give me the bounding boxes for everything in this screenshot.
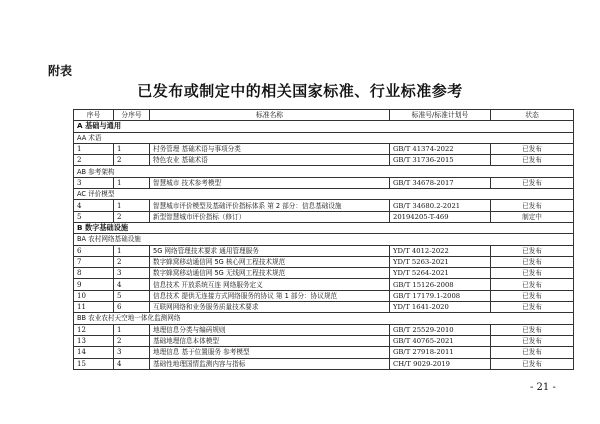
cell-status: 已发布 (491, 268, 574, 279)
cell-standard-code: GB/T 34678-2017 (390, 177, 491, 188)
cell-standard-code: GB/T 41374-2022 (390, 143, 491, 154)
cell-standard-code: 20194205-T-469 (390, 211, 491, 222)
cell-status: 制定中 (491, 211, 574, 222)
cell-standard-code: GB/T 17179.1-2008 (390, 290, 491, 301)
cell-status: 已发布 (491, 335, 574, 346)
cell-status: 已发布 (491, 347, 574, 358)
cell-standard-name: 信息技术 提供无连接方式网络服务的协议 第 1 部分：协议规范 (150, 290, 390, 301)
cell-seq: 7 (74, 256, 114, 267)
cell-status: 已发布 (491, 256, 574, 267)
cell-status: 已发布 (491, 200, 574, 211)
table-row (74, 155, 574, 166)
cell-subseq: 1 (114, 143, 150, 154)
cell-seq: 6 (74, 245, 114, 256)
table-row (74, 324, 574, 335)
subcategory-label: BB 农业农村天空地一体化监测网络 (74, 313, 574, 324)
cell-status: 已发布 (491, 358, 574, 369)
header-subseq: 分序号 (114, 110, 150, 121)
page-title: 已发布或制定中的相关国家标准、行业标准参考 (137, 82, 463, 100)
cell-standard-code: YD/T 5264-2021 (390, 268, 491, 279)
table-row (74, 256, 574, 267)
table-row (74, 358, 574, 369)
cell-subseq: 2 (114, 211, 150, 222)
table-row (74, 347, 574, 358)
cell-status: 已发布 (491, 324, 574, 335)
cell-status: 已发布 (491, 290, 574, 301)
cell-standard-name: 地理信息分类与编码规则 (150, 324, 390, 335)
page-number: - 21 - (530, 382, 556, 393)
cell-standard-code: GB/T 34680.2-2021 (390, 200, 491, 211)
cell-seq: 4 (74, 200, 114, 211)
cell-status: 已发布 (491, 302, 574, 313)
subcategory-label: AC 评价模型 (74, 189, 574, 200)
table-row (74, 279, 574, 290)
cell-seq: 14 (74, 347, 114, 358)
cell-subseq: 2 (114, 335, 150, 346)
cell-subseq: 4 (114, 358, 150, 369)
cell-seq: 9 (74, 279, 114, 290)
cell-subseq: 5 (114, 290, 150, 301)
header-code: 标准号/标准计划号 (390, 110, 491, 121)
cell-standard-code: GB/T 27918-2011 (390, 347, 491, 358)
cell-standard-code: GB/T 25529-2010 (390, 324, 491, 335)
table-row (74, 290, 574, 301)
standards-table (73, 109, 574, 370)
cell-status: 已发布 (491, 279, 574, 290)
subcategory-row (74, 132, 574, 143)
cell-seq: 5 (74, 211, 114, 222)
cell-seq: 2 (74, 155, 114, 166)
cell-subseq: 2 (114, 155, 150, 166)
cell-subseq: 6 (114, 302, 150, 313)
cell-status: 已发布 (491, 155, 574, 166)
cell-subseq: 2 (114, 256, 150, 267)
cell-subseq: 1 (114, 324, 150, 335)
table-row (74, 245, 574, 256)
cell-subseq: 1 (114, 200, 150, 211)
cell-subseq: 4 (114, 279, 150, 290)
cell-standard-name: 新型智慧城市评价指标（修订） (150, 211, 390, 222)
cell-standard-code: GB/T 40765-2021 (390, 335, 491, 346)
table-row (74, 200, 574, 211)
cell-status: 已发布 (491, 177, 574, 188)
cell-standard-name: 数字蜂窝移动通信网 5G 无线网工程技术规范 (150, 268, 390, 279)
table-row (74, 268, 574, 279)
cell-standard-name: 地理信息 基于位置服务 参考模型 (150, 347, 390, 358)
cell-standard-name: 数字蜂窝移动通信网 5G 核心网工程技术规范 (150, 256, 390, 267)
subcategory-row (74, 189, 574, 200)
category-row (74, 222, 574, 233)
category-row (74, 121, 574, 132)
subcategory-row (74, 313, 574, 324)
cell-seq: 15 (74, 358, 114, 369)
appendix-label: 附表 (48, 64, 73, 78)
cell-standard-name: 智慧城市评价模型及基础评价指标体系 第 2 部分：信息基础设施 (150, 200, 390, 211)
subcategory-row (74, 234, 574, 245)
category-label: A 基础与通用 (74, 121, 574, 132)
cell-seq: 1 (74, 143, 114, 154)
cell-subseq: 3 (114, 268, 150, 279)
table-row (74, 302, 574, 313)
cell-status: 已发布 (491, 245, 574, 256)
category-label: B 数字基础设施 (74, 222, 574, 233)
cell-seq: 8 (74, 268, 114, 279)
cell-standard-name: 智慧城市 技术参考模型 (150, 177, 390, 188)
table-row (74, 143, 574, 154)
cell-standard-name: 特色农业 基础术语 (150, 155, 390, 166)
cell-subseq: 1 (114, 245, 150, 256)
cell-standard-code: YD/T 4012-2022 (390, 245, 491, 256)
table-row (74, 335, 574, 346)
cell-standard-code: YD/T 1641-2020 (390, 302, 491, 313)
header-status: 状态 (491, 110, 574, 121)
table-body (74, 121, 574, 370)
cell-seq: 10 (74, 290, 114, 301)
cell-standard-name: 信息技术 开放系统互连 网络服务定义 (150, 279, 390, 290)
cell-subseq: 3 (114, 347, 150, 358)
cell-standard-code: GB/T 15126-2008 (390, 279, 491, 290)
cell-seq: 13 (74, 335, 114, 346)
cell-standard-name: 5G 网络管理技术要求 通用管理服务 (150, 245, 390, 256)
cell-standard-name: 基础地理信息本体模型 (150, 335, 390, 346)
table-row (74, 177, 574, 188)
subcategory-label: AA 术语 (74, 132, 574, 143)
header-seq: 序号 (74, 110, 114, 121)
cell-seq: 11 (74, 302, 114, 313)
cell-seq: 3 (74, 177, 114, 188)
cell-standard-name: 村务管理 基础术语与事项分类 (150, 143, 390, 154)
cell-standard-name: 基础性地理国情监测内容与指标 (150, 358, 390, 369)
cell-subseq: 1 (114, 177, 150, 188)
cell-standard-code: GB/T 31736-2015 (390, 155, 491, 166)
table-header-row (74, 110, 574, 121)
subcategory-row (74, 166, 574, 177)
header-name: 标准名称 (150, 110, 390, 121)
cell-standard-code: CH/T 9029-2019 (390, 358, 491, 369)
cell-standard-name: 互联网网络和业务服务质量技术要求 (150, 302, 390, 313)
cell-standard-code: YD/T 5263-2021 (390, 256, 491, 267)
subcategory-label: AB 参考架构 (74, 166, 574, 177)
cell-status: 已发布 (491, 143, 574, 154)
table-row (74, 211, 574, 222)
subcategory-label: BA 农村网络基础设施 (74, 234, 574, 245)
cell-seq: 12 (74, 324, 114, 335)
